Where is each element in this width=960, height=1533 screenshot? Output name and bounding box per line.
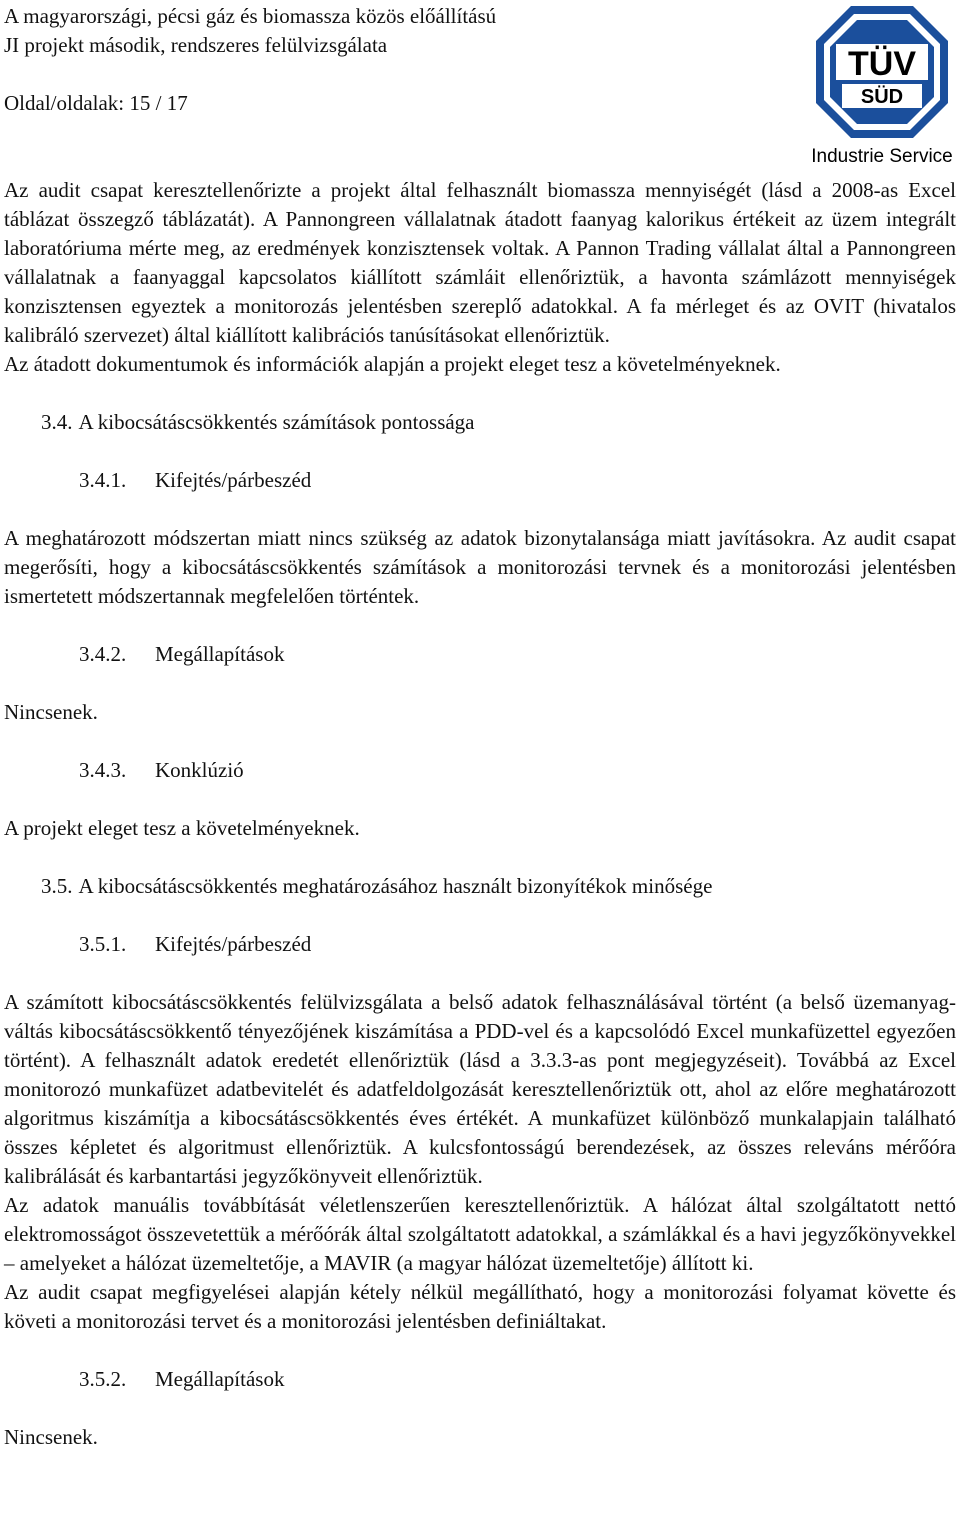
paragraph-audit-observation: Az audit csapat megfigyelései alapján kétely nélkül megállítható, hogy a monitorozási folyamat követte és követi a monitorozási tervet és a monitorozási jelentésben definiáltakat. bbox=[4, 1280, 956, 1333]
document-page bbox=[4, 0, 956, 1449]
logo-region-text: SÜD bbox=[860, 86, 904, 108]
paragraph-methodology: A meghatározott módszertan miatt nincs szükség az adatok bizonytalansága miatt javításokra. Az audit csapat megerősíti, hogy a kibocsátáscsökkentés számítások a monitorozási tervnek és a monitorozási jelentésben ismertetett módszertannak megfelelően történtek. bbox=[4, 526, 956, 608]
section-heading-3-5-2: 3.5.2. Megállapítások bbox=[79, 1367, 285, 1391]
section-heading-3-4-1: 3.4.1. Kifejtés/párbeszéd bbox=[79, 468, 312, 492]
tuv-sud-logo-icon bbox=[808, 4, 956, 168]
document-body bbox=[4, 176, 956, 1452]
logo-division-text: Industrie Service bbox=[811, 146, 953, 167]
section-heading-3-4-2: 3.4.2. Megállapítások bbox=[79, 642, 285, 666]
findings-3-5-2: Nincsenek. bbox=[4, 1425, 98, 1449]
section-heading-3-4-3: 3.4.3. Konklúzió bbox=[79, 758, 244, 782]
paragraph-requirements-met: Az átadott dokumentumok és információk alapján a projekt eleget tesz a követelményeknek. bbox=[4, 352, 781, 376]
conclusion-3-4-3: A projekt eleget tesz a követelményeknek. bbox=[4, 816, 360, 840]
page-indicator: Oldal/oldalak: 15 / 17 bbox=[4, 91, 188, 115]
document-title-line-1: A magyarországi, pécsi gáz és biomassza közös előállítású bbox=[4, 4, 497, 28]
section-heading-3-5-1: 3.5.1. Kifejtés/párbeszéd bbox=[79, 932, 312, 956]
paragraph-biomass-check: Az audit csapat keresztellenőrizte a projekt által felhasznált biomassza mennyiségét (lásd a 2008-as Excel táblázat összegző táblázatát). A Pannongreen vállalatnak átadott faanyag kalorikus értékeit az üzem integrált laboratóriuma mérte meg, az eredmények konzisztensek voltak. A Pannon Trading vállalat által a Pannongreen vállalatnak a faanyaggal kapcsolatos kiállított számláit ellenőriztük, a havonta számlázott mennyiségek konzisztensen egyeztek a monitorozás jelentésben szereplő adatokkal. A fa mérleget és az OVIT (hivatalos kalibráló szervezet) által kiállított kalibrációs tanúsításokat ellenőriztük. bbox=[4, 178, 956, 347]
section-heading-3-5: 3.5. A kibocsátáscsökkentés meghatározásához használt bizonyítékok minősége bbox=[41, 874, 713, 898]
logo-brand-text: TÜV bbox=[848, 45, 916, 83]
page-header bbox=[4, 0, 956, 172]
document-title-line-2: JI projekt második, rendszeres felülvizsgálata bbox=[4, 33, 388, 57]
section-heading-3-4: 3.4. A kibocsátáscsökkentés számítások pontossága bbox=[41, 410, 475, 434]
paragraph-calculation-review: A számított kibocsátáscsökkentés felülvizsgálata a belső adatok felhasználásával történt (a belső üzemanyag-váltás kibocsátáscsökkentő tényezőjének kiszámítása a PDD-vel és a kapcsolódó Excel munkafüzettel egyezően történt). A felhasznált adatok eredetét ellenőriztük (lásd a 3.3.3-as pont megjegyzéseit). Továbbá az Excel monitorozó munkafüzet adatbevitelét és adatfeldolgozását keresztellenőriztük ott, ahol az előre meghatározott algoritmus kiszámítja a kibocsátáscsökkentés éves értékét. A munkafüzet különböző munkalapjain található összes képletet és algoritmust ellenőriztük. A kulcsfontosságú berendezések, az összes releváns mérőóra kalibrálását és karbantartási jegyzőkönyveit ellenőriztük. bbox=[4, 990, 956, 1188]
findings-3-4-2: Nincsenek. bbox=[4, 700, 98, 724]
paragraph-data-transfer: Az adatok manuális továbbítását véletlenszerűen keresztellenőriztük. A hálózat által szolgáltatott nettó elektromosságot összevetettük a mérőórák által szolgáltatott adatokkal, a számlákkal és a havi jegyzőkönyvekkel – amelyeket a hálózat üzemeltetője, a MAVIR (a magyar hálózat üzemeltetője) állított ki. bbox=[4, 1193, 956, 1275]
